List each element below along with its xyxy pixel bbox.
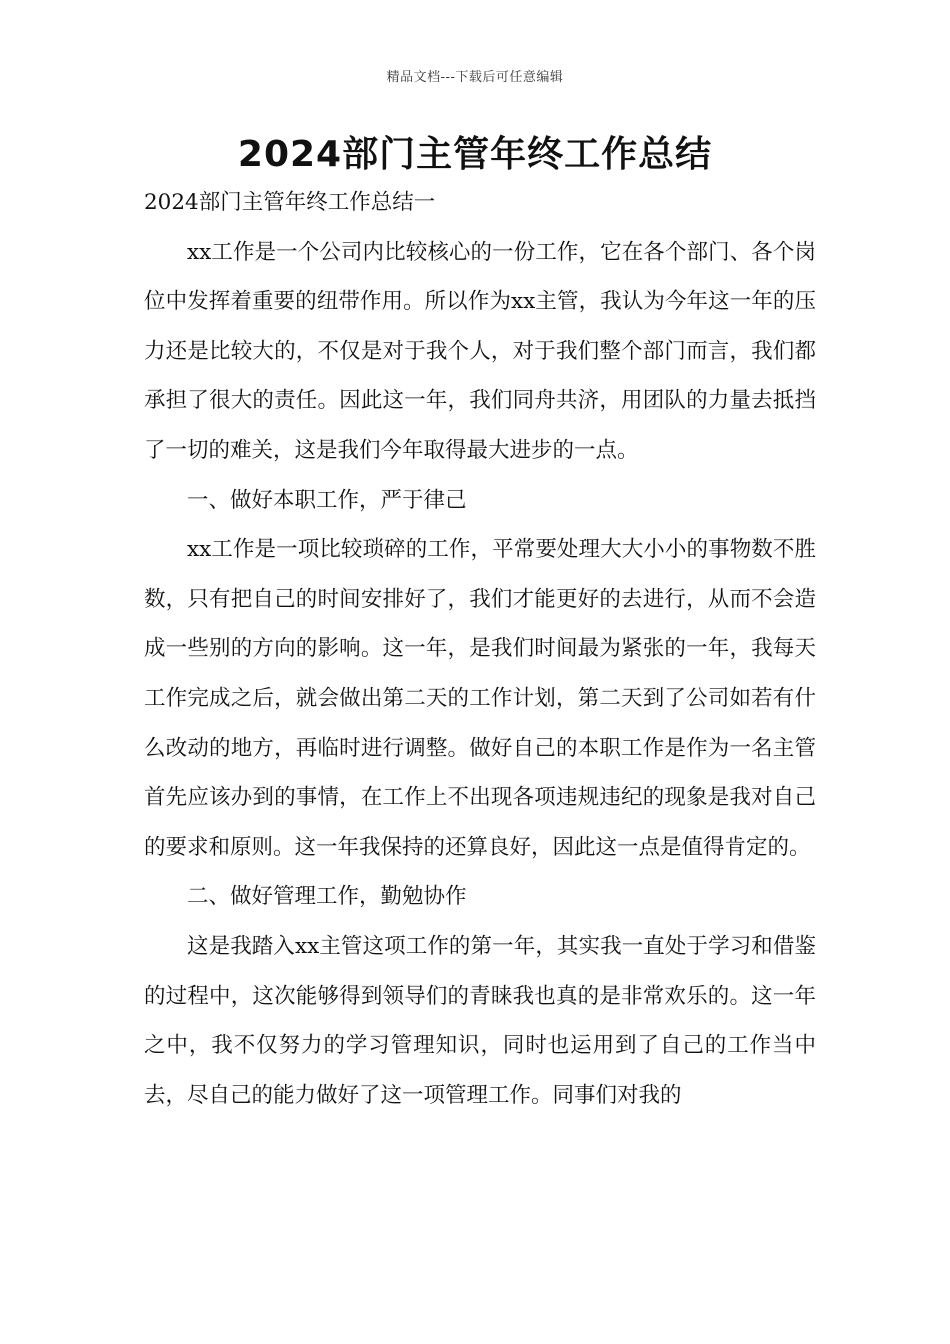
document-body [144, 178, 816, 1120]
section-subtitle: 2024部门主管年终工作总结一 [144, 190, 436, 215]
document-title: 2024部门主管年终工作总结 [237, 134, 713, 175]
section-heading-1: 一、做好本职工作，严于律己 [187, 487, 467, 513]
paragraph-intro: xx工作是一个公司内比较核心的一份工作，它在各个部门、各个岗位中发挥着重要的纽带作用。所以作为xx主管，我认为今年这一年的压力还是比较大的，不仅是对于我个人，对于我们整个部门而言，我们都承担了很大的责任。因此这一年，我们同舟共济，用团队的力量去抵挡了一切的难关，这是我们今年取得最大进步的一点。 [144, 239, 816, 463]
section-heading-2: 二、做好管理工作，勤勉协作 [187, 884, 467, 910]
paragraph-section-1: xx工作是一项比较琐碎的工作，平常要处理大大小小的事物数不胜数，只有把自己的时间安排好了，我们才能更好的去进行，从而不会造成一些别的方向的影响。这一年，是我们时间最为紧张的一年，我每天工作完成之后，就会做出第二天的工作计划，第二天到了公司如若有什么改动的地方，再临时进行调整。做好自己的本职工作是作为一名主管首先应该办到的事情，在工作上不出现各项违规违纪的现象是我对自己的要求和原则。这一年我保持的还算良好，因此这一点是值得肯定的。 [144, 537, 816, 860]
paragraph-section-2: 这是我踏入xx主管这项工作的第一年，其实我一直处于学习和借鉴的过程中，这次能够得到领导们的青睐我也真的是非常欢乐的。这一年之中，我不仅努力的学习管理知识，同时也运用到了自己的工作当中去，尽自己的能力做好了这一项管理工作。同事们对我的 [144, 933, 816, 1108]
header-note: 精品文档---下载后可任意编辑 [386, 70, 564, 85]
